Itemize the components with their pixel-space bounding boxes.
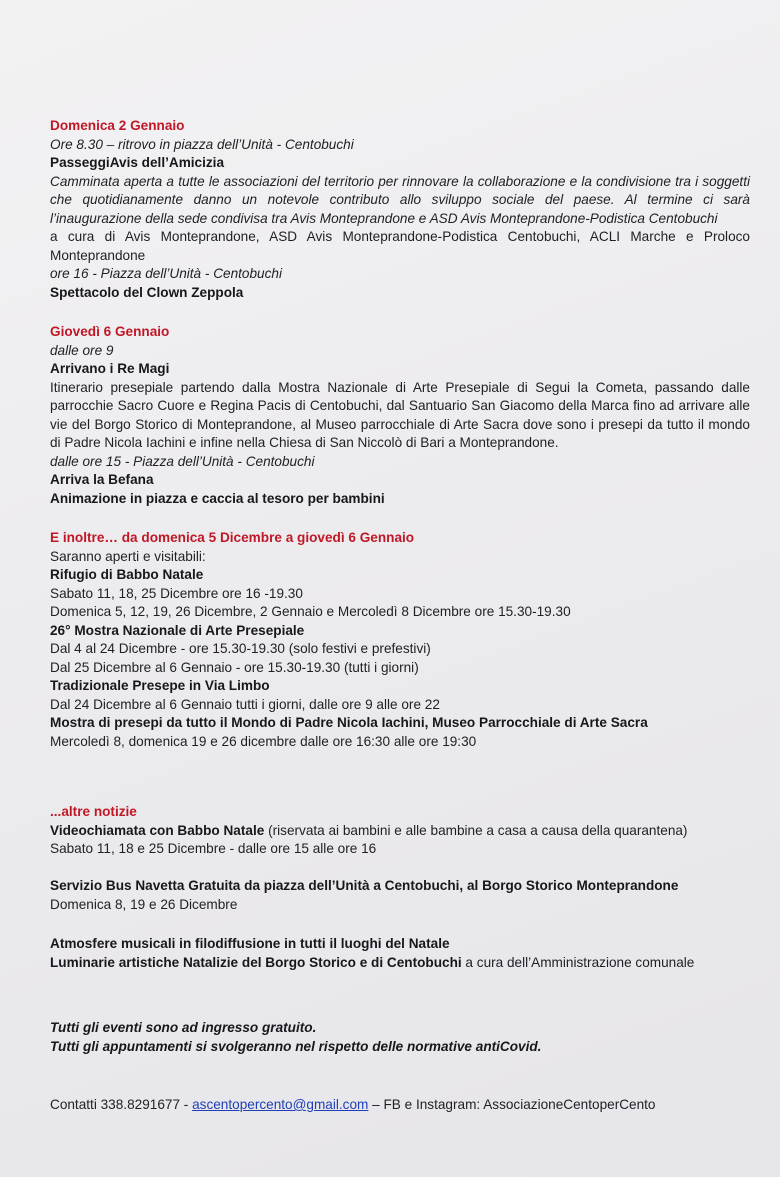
news-music-lights — [50, 935, 750, 972]
news-time: Domenica 8, 19 e 26 Dicembre — [50, 896, 238, 912]
section-jan-2 — [50, 117, 750, 302]
news-time: Sabato 11, 18 e 25 Dicembre - dalle ore 15 alle ore 16 — [50, 841, 377, 856]
section-other-news — [50, 803, 750, 859]
section-jan-6 — [50, 323, 750, 508]
event-time: Ore 8.30 – ritrovo in piazza dell’Unità - Centobuchi — [50, 136, 354, 152]
event-title: Arriva la Befana — [50, 472, 154, 487]
venue-title: Rifugio di Babbo Natale — [50, 567, 204, 582]
news-note: a cura dell’Amministrazione comunale — [461, 954, 695, 970]
section-heading: ...altre notizie — [50, 804, 137, 819]
news-title: Servizio Bus Navetta Gratuita da piazza dell’Unità a Centobuchi, al Borgo Storico Monteprandone — [50, 878, 679, 893]
venue-title: Mostra di presepi da tutto il Mondo di Padre Nicola Iachini, Museo Parrocchiale di Arte Sacra — [50, 715, 648, 730]
event-time: dalle ore 15 - Piazza dell’Unità - Centobuchi — [50, 453, 315, 469]
section-heading: Giovedì 6 Gennaio — [50, 324, 170, 339]
contacts-phone: Contatti 338.8291677 - — [50, 1097, 193, 1112]
news-title: Luminarie artistiche Natalizie del Borgo Storico e di Centobuchi — [50, 954, 462, 970]
section-openings — [50, 529, 750, 751]
venue-hours: Dal 24 Dicembre al 6 Gennaio tutti i giorni, dalle ore 9 alle ore 22 — [50, 696, 440, 712]
note-line: Tutti gli appuntamenti si svolgeranno nel rispetto delle normative antiCovid. — [50, 1038, 542, 1054]
contacts-social: – FB e Instagram: AssociazioneCentoperCento — [368, 1097, 656, 1112]
event-title: Animazione in piazza e caccia al tesoro per bambini — [50, 490, 385, 506]
venue-hours: Dal 25 Dicembre al 6 Gennaio - ore 15.30-19.30 (tutti i giorni) — [50, 659, 419, 675]
event-time: ore 16 - Piazza dell’Unità - Centobuchi — [50, 266, 282, 281]
venue-hours: Domenica 5, 12, 19, 26 Dicembre, 2 Gennaio e Mercoledì 8 Dicembre ore 15.30-19.30 — [50, 604, 571, 619]
news-item — [50, 954, 750, 973]
news-note: (riservata ai bambini e alle bambine a casa a causa della quarantena) — [264, 822, 688, 838]
contacts-line — [50, 1096, 750, 1115]
section-heading: Domenica 2 Gennaio — [50, 118, 185, 133]
venue-title: 26° Mostra Nazionale di Arte Presepiale — [50, 622, 305, 638]
event-credits: a cura di Avis Monteprandone, ASD Avis Monteprandone-Podistica Centobuchi, ACLI Marche e Proloco Monteprandone — [50, 229, 750, 263]
event-title: Arrivano i Re Magi — [50, 361, 170, 376]
note-line: Tutti gli eventi sono ad ingresso gratuito. — [50, 1020, 317, 1035]
email-link[interactable]: ascentopercento@gmail.com — [192, 1097, 369, 1112]
event-description: Itinerario presepiale partendo dalla Mostra Nazionale di Arte Presepiale di Segui la Cometa, passando dalle parrocchie Sacro Cuore e Regina Pacis di Centobuchi, dal Santuario San Giacomo della Marca fino ad arrivare alle vie del Borgo Storico di Monteprandone, al Museo parrocchiale di Arte Sacra dove sono i presepi da tutto il mondo di Padre Nicola Iachini e infine nella Chiesa di San Niccolò di Bari a Monteprandone. — [50, 379, 750, 450]
event-time: dalle ore 9 — [50, 342, 114, 358]
contacts — [50, 1096, 750, 1115]
section-heading: E inoltre… da domenica 5 Dicembre a giovedì 6 Gennaio — [50, 530, 415, 545]
venue-hours: Mercoledì 8, domenica 19 e 26 dicembre dalle ore 16:30 alle ore 19:30 — [50, 733, 477, 749]
closing-notes — [50, 1019, 750, 1056]
news-bus — [50, 877, 750, 914]
news-item — [50, 822, 750, 841]
venue-title: Tradizionale Presepe in Via Limbo — [50, 678, 270, 693]
event-title: Spettacolo del Clown Zeppola — [50, 284, 244, 300]
news-title: Atmosfere musicali in filodiffusione in tutti il luoghi del Natale — [50, 936, 450, 951]
venue-hours: Dal 4 al 24 Dicembre - ore 15.30-19.30 (solo festivi e prefestivi) — [50, 641, 431, 656]
event-title: PasseggiAvis dell’Amicizia — [50, 155, 225, 170]
section-intro: Saranno aperti e visitabili: — [50, 548, 206, 564]
event-description: Camminata aperta a tutte le associazioni del territorio per rinnovare la collaborazione e la condivisione tra i soggetti che quotidianamente danno un notevole contributo allo sviluppo sociale del paese. Al termine ci sarà l’inaugurazione della sede condivisa tra Avis Monteprandone e ASD Avis Monteprandone-Podistica Centobuchi — [50, 173, 750, 226]
news-title: Videochiamata con Babbo Natale — [50, 822, 265, 838]
venue-hours: Sabato 11, 18, 25 Dicembre ore 16 -19.30 — [50, 585, 303, 601]
